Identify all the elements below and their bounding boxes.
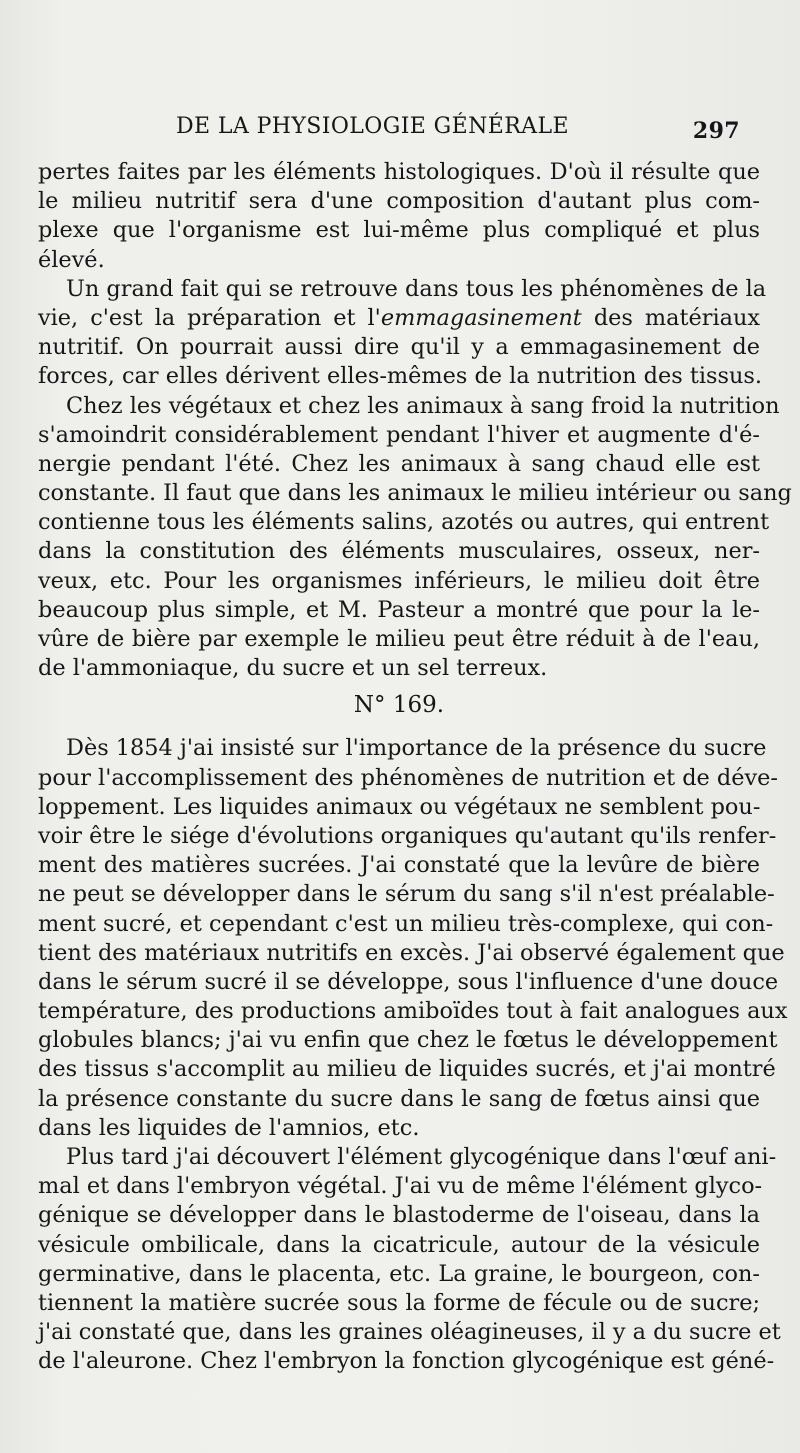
running-head [176,112,740,146]
italic-term: emmagasinement [380,304,582,331]
text-line: Un grand fait qui se retrouve dans tous les phénomènes de la [66,275,767,302]
text-line: la présence constante du sucre dans le sang de fœtus ainsi que [38,1085,760,1112]
text-line: contienne tous les éléments salins, azotés ou autres, qui entrent [38,509,770,536]
text-line: ment sucré, et cependant c'est un milieu très-complexe, qui con- [38,910,774,937]
text-line: pertes faites par les éléments histologiques. D'où il résulte que [38,159,760,185]
text-line: constante. Il faut que dans les animaux le milieu intérieur ou sang [38,480,792,507]
text-line: vésicule ombilicale, dans la cicatricule, autour de la vésicule [38,1231,760,1258]
section-number: N° 169. [353,692,445,719]
text-line: voir être le siége d'évolutions organiques qu'autant qu'ils renfer- [38,822,777,849]
text-line: Dès 1854 j'ai insisté sur l'importance de la présence du sucre [66,735,767,762]
text-line: Chez les végétaux et chez les animaux à sang froid la nutrition [66,392,780,419]
text-segment: vie, c'est la préparation et l' [38,304,381,331]
text-line [38,304,760,333]
text-line: veux, etc. Pour les organismes inférieurs, le milieu doit être [38,567,760,594]
text-line: tiennent la matière sucrée sous la forme de fécule ou de sucre; [38,1289,760,1316]
text-line: ment des matières sucrées. J'ai constaté que la levûre de bière [38,852,760,879]
text-line: mal et dans l'embryon végétal. J'ai vu de même l'élément glyco- [38,1173,763,1200]
running-head-title: DE LA PHYSIOLOGIE GÉNÉRALE [176,114,569,139]
text-line: pour l'accomplissement des phénomènes de nutrition et de déve- [38,764,778,791]
text-line: germinative, dans le placenta, etc. La graine, le bourgeon, con- [38,1260,760,1287]
text-line: de l'aleurone. Chez l'embryon la fonction glycogénique est géné- [38,1348,775,1375]
text-line: beaucoup plus simple, et M. Pasteur a montré que pour la le- [38,596,760,623]
text-line: dans le sérum sucré il se développe, sous l'influence d'une douce [38,968,779,995]
text-line: dans les liquides de l'amnios, etc. [38,1114,420,1141]
text-line: ne peut se développer dans le sérum du sang s'il n'est préalable- [38,881,775,908]
text-line: de l'ammoniaque, du sucre et un sel terreux. [38,655,548,682]
text-line: j'ai constaté que, dans les graines oléagineuses, il y a du sucre et [38,1319,781,1346]
text-line: le milieu nutritif sera d'une composition d'autant plus com- [38,188,760,215]
text-line: vûre de bière par exemple le milieu peut être réduit à de l'eau, [38,626,760,652]
text-line: température, des productions amiboïdes tout à fait analogues aux [38,998,788,1025]
text-line: loppement. Les liquides animaux ou végétaux ne semblent pou- [38,793,761,820]
text-line: Plus tard j'ai découvert l'élément glycogénique dans l'œuf ani- [66,1144,777,1170]
text-line: s'amoindrit considérablement pendant l'hiver et augmente d'é- [38,421,760,448]
text-line: plexe que l'organisme est lui-même plus compliqué et plus [38,217,760,244]
text-line: forces, car elles dérivent elles-mêmes de la nutrition des tissus. [38,363,763,390]
body-text [38,158,792,1377]
text-line: nutritif. On pourrait aussi dire qu'il y a emmagasinement de [38,334,760,361]
text-line: tient des matériaux nutritifs en excès. J'ai observé également que [38,939,785,966]
text-line: dans la constitution des éléments musculaires, osseux, ner- [38,538,760,565]
page-number: 297 [692,118,740,144]
text-line: des tissus s'accomplit au milieu de liquides sucrés, et j'ai montré [38,1056,776,1083]
text-line: globules blancs; j'ai vu enfin que chez le fœtus le développement [38,1027,778,1054]
text-segment: des matériaux [581,304,760,331]
text-line: élevé. [38,246,105,273]
text-line: nergie pendant l'été. Chez les animaux à sang chaud elle est [38,450,760,477]
text-line: génique se développer dans le blastoderme de l'oiseau, dans la [38,1202,760,1229]
